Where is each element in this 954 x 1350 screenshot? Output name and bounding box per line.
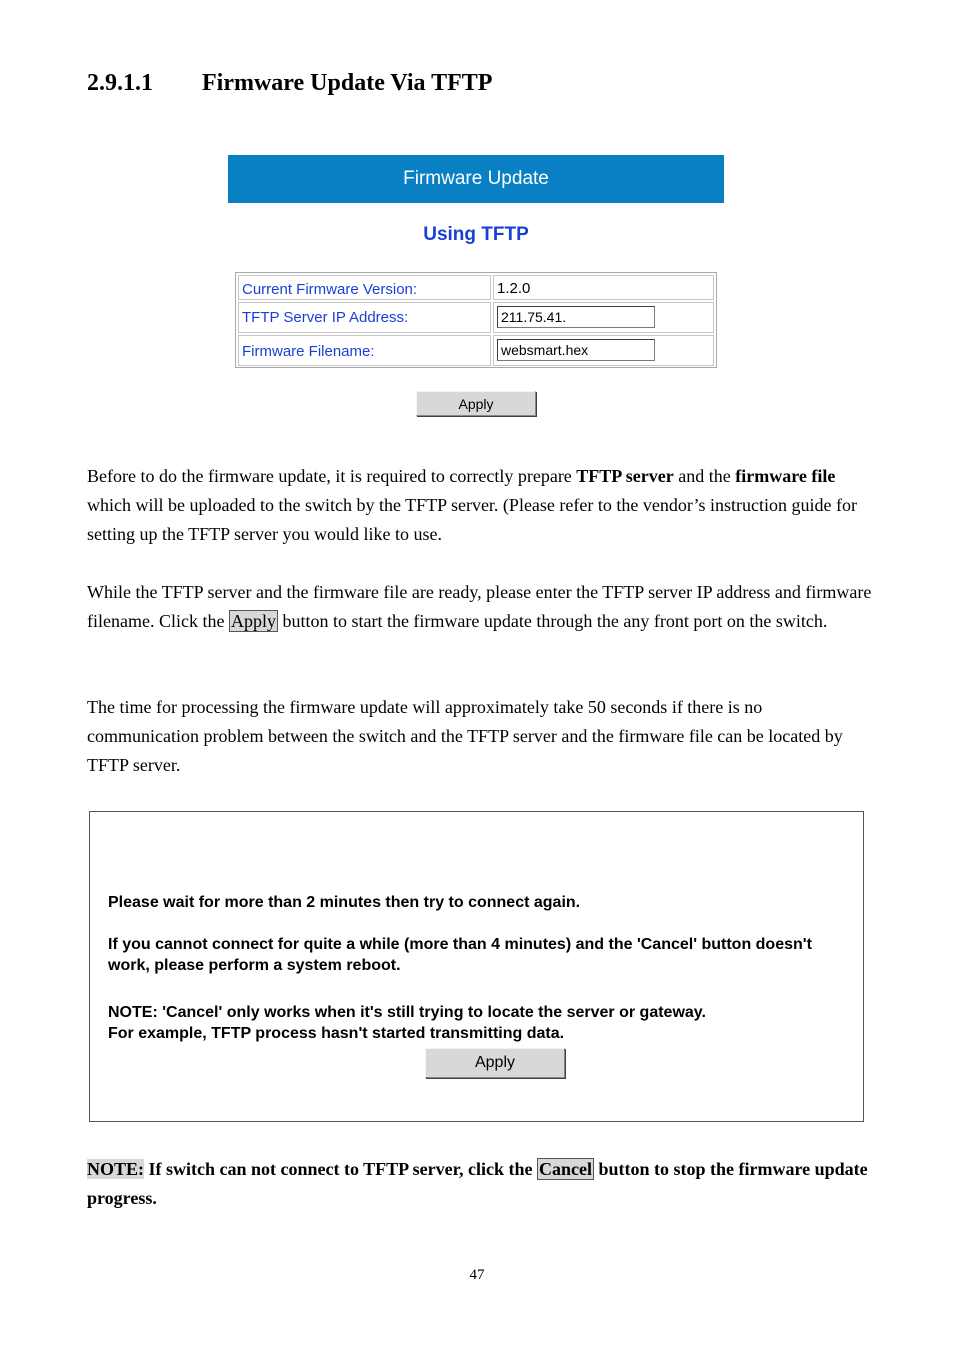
para1-text-2: and the <box>673 466 736 486</box>
row-tftp-server-ip <box>238 302 714 333</box>
dialog-note-1: NOTE: 'Cancel' only works when it's still trying to locate the server or gateway. <box>108 1004 706 1021</box>
firmware-filename-cell <box>493 335 714 366</box>
paragraph-processing-time: The time for processing the firmware update will approximately take 50 seconds if there is no communication problem between the switch and the TFTP server and the firmware file can be located by TFTP server. <box>87 697 843 775</box>
note-label: NOTE: <box>87 1159 145 1179</box>
dialog-wait-message: Please wait for more than 2 minutes then try to connect again. <box>108 894 581 911</box>
para2-text-2: button to start the firmware update through the any front port on the switch. <box>277 611 828 631</box>
tftp-server-ip-input[interactable]: 211.75.41. <box>497 306 655 328</box>
row-current-firmware-version <box>238 275 714 300</box>
firmware-filename-input[interactable]: websmart.hex <box>497 339 655 361</box>
cancel-note <box>87 1155 877 1213</box>
apply-button[interactable]: Apply <box>416 391 536 416</box>
current-firmware-version-value: 1.2.0 <box>493 275 714 300</box>
para1-text-3: which will be uploaded to the switch by the TFTP server. (Please refer to the vendor’s instruction guide for setting up the TFTP server you would like to use. <box>87 495 857 544</box>
tftp-server-ip-label: TFTP Server IP Address: <box>238 302 491 333</box>
page-number: 47 <box>469 1267 485 1283</box>
dialog-reboot-message-2: work, please perform a system reboot. <box>108 957 401 974</box>
paragraph-prepare <box>87 462 877 549</box>
current-firmware-version-label: Current Firmware Version: <box>238 275 491 300</box>
row-firmware-filename <box>238 335 714 366</box>
wait-dialog <box>89 811 864 1122</box>
dialog-reboot-message-1: If you cannot connect for quite a while (more than 4 minutes) and the 'Cancel' button doesn't <box>108 936 812 953</box>
section-heading <box>87 70 492 97</box>
paragraph-enter-ip <box>87 578 877 636</box>
tftp-server-ip-cell <box>493 302 714 333</box>
section-number: 2.9.1.1 <box>87 70 153 96</box>
note-text-1: If switch can not connect to TFTP server, click the <box>144 1159 537 1179</box>
note-text-2: button to stop the firmware update progress. <box>87 1159 868 1208</box>
dialog-note-2: For example, TFTP process hasn't started transmitting data. <box>108 1025 565 1042</box>
dialog-apply-button[interactable]: Apply <box>425 1048 565 1078</box>
firmware-settings-table <box>235 272 717 368</box>
section-title: Firmware Update Via TFTP <box>202 70 493 96</box>
inline-cancel-label: Cancel <box>538 1159 592 1179</box>
para1-text-1: Before to do the firmware update, it is required to correctly prepare <box>87 466 577 486</box>
inline-apply-label: Apply <box>230 611 276 631</box>
firmware-filename-label: Firmware Filename: <box>238 335 491 366</box>
firmware-update-banner: Firmware Update <box>228 155 724 203</box>
para2-text-1: While the TFTP server and the firmware file are ready, please enter the TFTP server IP address and firmware filename. Click the <box>87 582 872 631</box>
para1-bold-tftp-server: TFTP server <box>576 466 674 486</box>
para1-bold-firmware-file: firmware file <box>735 466 836 486</box>
using-tftp-subtitle: Using TFTP <box>423 224 529 245</box>
